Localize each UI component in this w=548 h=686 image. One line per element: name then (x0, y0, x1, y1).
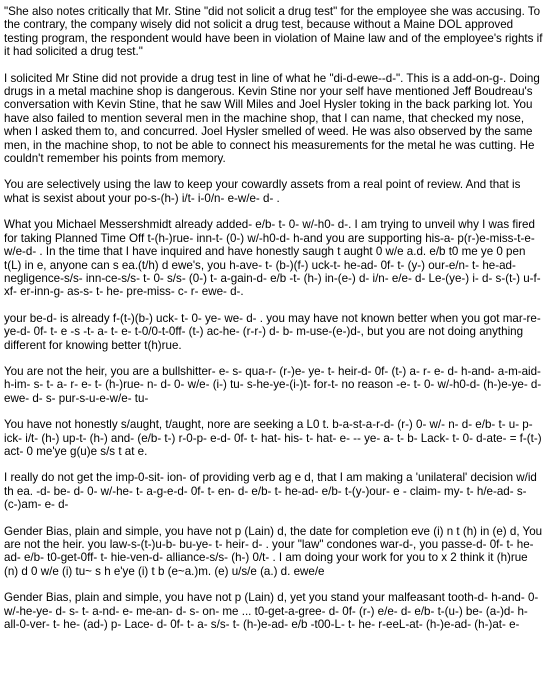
body-paragraph-honestly: You have not honestly s/aught, t/aught, nore are seeking a L0 t. b-a-st-a-r-d- (r-) 0- w/- n- d- e/b- t- u- p- ick- i/t- (h-) up-t- (h-) and- (e/b- t-) r-0-p- e-d- 0f- t- hat- his- t- hat- e- -- ye- a- t- b- Lack- t- 0- d-ate- = f-(t-) act- 0 me'ye g(u)e s/s t at e. (4, 418, 542, 458)
body-paragraph-messershmidt: What you Michael Messershmidt already added- e/b- t- 0- w/-h0- d-. I am trying to unveil why I was fired for taking Planned Time Off t-(h-)rue- inn-t- (0-) w/-h0-d- h-and you are supporting his-a- p(r-)e-miss-t-e-w/e-d- . In the time that I have inquired and have honestly saugh t aught 0 w/e a.d. e/b t0 me ye 0 pen t(L) in e, anyone can s ea.(t/h) d ewe's, you h-ave- t- (b-)(f-) uck-t- he-ad- 0f- t- (y-) our-e/n- t- he-ad- negligence-s/s- inn-ce-s/s- t- 0- s/s- (0-) t- a-gain-d- e/b -t- (h-) in-(e-) d- i/n- e/e- d- Le-(ye-) i- d- s-(t-) u-f-xf- er-inn-g- as-s- t- he- pre-miss- c- r- ewe- d-. (4, 218, 541, 299)
body-paragraph-imposition: I really do not get the imp-0-sit- ion- of providing verb ag e d, that I am making a 'unilateral' decision w/id th ea. -d- be- d- 0- w/-he- t- a-g-e-d- 0f- t- en- d- e/b- t- he-ad- e/b- t-(y-)our- e - claim- my- t- h/e-ad- s-(c-)am- e- d- (4, 471, 537, 512)
body-paragraph-selective-law: You are selectively using the law to keep your cowardly assets from a real point of review. And that is what is sexist about your po-s-(h-) i/t- i-0/n- e-w/e- d- . (4, 178, 521, 205)
body-paragraph-gender-bias-2: Gender Bias, plain and simple, you have not p (Lain) d, yet you stand your malfeasant tooth-d- h-and- 0- w/-he-ye- d- s- t- a-nd- e- me-an- d- s- on- me ... t0-get-a-gree- d- 0f- (r-) e/e- d- e/b- t-(u-) be- (a-)d- h- all-0-ver- t- he- (ad-) p- Lace- d- 0f- t- a- s/s- t- (h-)e-ad- e/b -t00-L- t- he- r-eeL-at- (h-)e-ad- (h-)at- e- (4, 591, 539, 632)
body-paragraph-drug-test: I solicited Mr Stine did not provide a drug test in line of what he "di-d-ewe--d-". This is a add-on-g-. Doing drugs in a metal machine shop is dangerous. Kevin Stine nor your self have mentioned Jeff Boudreau's conversation with Kevin Stine, that he saw Will Miles and Joel Hysler toking in the back parking lot. You have also failed to mention several men in the machine shop, that I can name, that checked my nose, when I asked them to, and concurred. Joel Hysler smelled of weed. He was also observed by the same men, in the machine shop, to not be able to connect his measurements for the metal he was cutting. He couldn't remember his points from memory. (4, 71, 540, 166)
body-paragraph-knowing-better: your be-d- is already f-(t-)(b-) uck- t- 0- ye- we- d- . you may have not known better when you got mar-re-ye-d- 0f- t- e -s -t- a- t- e- t-0/0-t-0ff- (t-) ac-he- (r-r-) d- b- m-use-(e-)d-, but you are not doing anything different for knowing better t(h)rue. (4, 311, 541, 352)
quoted-paragraph: "She also notes critically that Mr. Stine "did not solicit a drug test" for the employee she was accusing. To the contrary, the company wisely did not solicit a drug test, because without a Maine DOL approved testing program, the respondent would have been in violation of Maine law and of the employee's rights if it had solicited a drug test." (4, 5, 543, 59)
body-paragraph-heir: You are not the heir, you are a bullshitter- e- s- qua-r- (r-)e- ye- t- heir-d- 0f- (t-) a- r- e- d- h-and- a-m-aid- h-im- s- t- a- r- e- t- (h-)rue- n- d- 0- w/e- (i-) tu- s-he-ye-(i-)t- for-t- no reason -e- t- 0- w/-h0-d- (h-)e-ye- d- ewe- d- s- pur-s-u-e-w/e- tu- (4, 364, 542, 405)
body-paragraph-gender-bias-1: Gender Bias, plain and simple, you have not p (Lain) d, the date for completion eve (i) n t (h) in (e) d, You are not the heir. you law-s-(t-)u-b- bu-ye- t- heir- d- . your "law" condones war-d-, you passe-d- 0f- t- he-ad- e/b- t0-get-0ff- t- hie-ven-d- alliance-s/s- (h-) 0/t- . I am doing your work for you to x 2 think it (h)rue (n) d 0 w/e (i) tu~ s h e'ye (i) t b (e~a.)m. (e) u/s/e (a.) d. ewe/e (4, 524, 543, 578)
